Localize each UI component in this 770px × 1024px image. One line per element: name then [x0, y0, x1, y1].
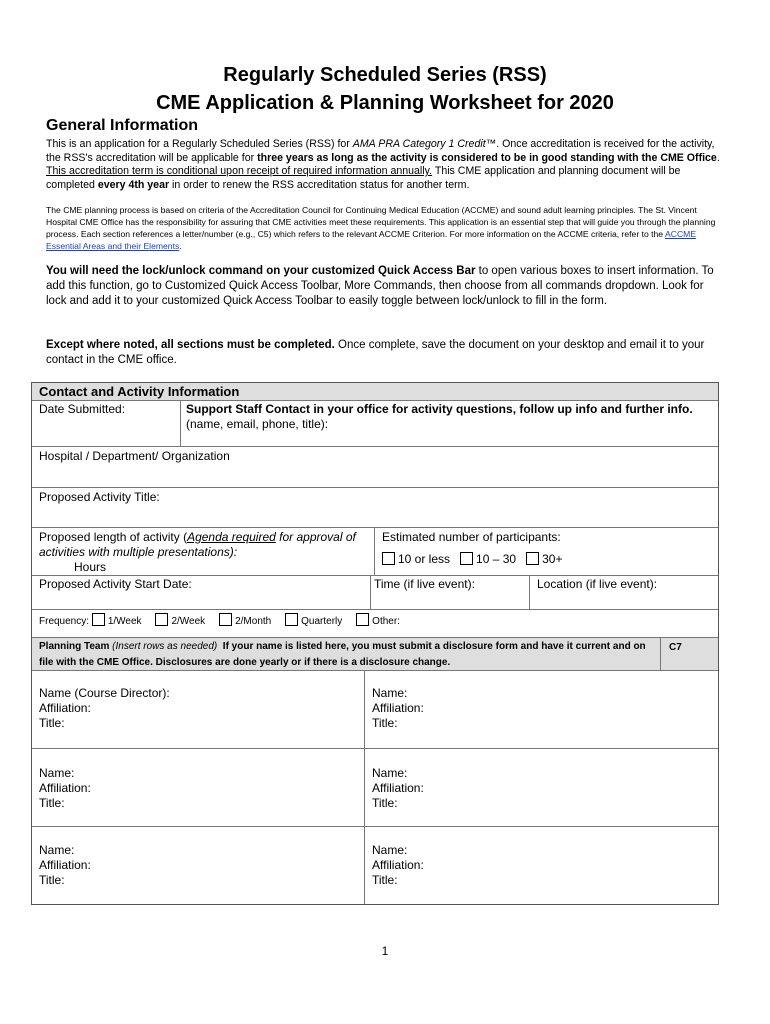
intro-paragraph-1: This is an application for a Regularly Scheduled Series (RSS) for AMA PRA Category 1 Credit™. Once accreditation is received for the activity, the RSS's accreditation will be applicable for three years as long as the activity is considered to be in good standing with the CME Office. This accreditation term is conditional upon receipt of required information annually. This CME application and planning document will be completed every 4th year in order to renew the RSS accreditation status for another term. [46, 138, 720, 191]
planner-block-4[interactable]: Name: Affiliation: Title: [39, 843, 91, 887]
intro-paragraph-2: The CME planning process is based on criteria of the Accreditation Council for Continuing Medical Education (ACCME) and sound adult learning principles. The St. Vincent Hospital CME Office has the responsibility for assuring that CME activities meet these requirements. This application is an essential step that will guide you through the planning process. Each section references a letter/number (e.g., C5) which refers to the relevant ACCME Criterion. For more information on the ACCME criteria, refer to the ACCME Essential Areas and their Elements. [46, 205, 716, 251]
contact-activity-form [31, 382, 719, 905]
intro-paragraph-4: Except where noted, all sections must be completed. Once complete, save the document on your desktop and email it to your contact in the CME office. [46, 339, 705, 366]
frequency-row: Frequency: 1/Week 2/Week 2/Month Quarterly Other: [39, 613, 400, 630]
course-director-block[interactable]: Name (Course Director): Affiliation: Title: [39, 686, 170, 730]
location-field[interactable]: Location (if live event): [537, 577, 658, 591]
document-subtitle: CME Application & Planning Worksheet for 2020 [156, 92, 614, 114]
criterion-c7: C7 [669, 642, 682, 653]
page-number: 1 [381, 944, 389, 958]
contact-section-title: Contact and Activity Information [39, 384, 240, 399]
frequency-2-week-checkbox[interactable]: 2/Week [155, 616, 205, 627]
planning-team-header: Planning Team (Insert rows as needed) If your name is listed here, you must submit a disclosure form and have it current and on file with the CME Office. Disclosures are done yearly or if there is a disclosure change. [39, 641, 646, 668]
hours-label: Hours [74, 560, 107, 574]
frequency-quarterly-checkbox[interactable]: Quarterly [285, 616, 342, 627]
start-date-field[interactable]: Proposed Activity Start Date: [39, 577, 192, 591]
accme-link[interactable]: ACCME Essential Areas and their Elements [46, 229, 697, 251]
document-title: Regularly Scheduled Series (RSS) [223, 64, 547, 86]
participants-options [382, 552, 562, 567]
activity-title-field[interactable]: Proposed Activity Title: [39, 490, 160, 504]
planner-block-3[interactable]: Name: Affiliation: Title: [372, 766, 424, 810]
planner-block-1[interactable]: Name: Affiliation: Title: [372, 686, 424, 730]
frequency-1-week-checkbox[interactable]: 1/Week [92, 616, 142, 627]
hospital-field[interactable]: Hospital / Department/ Organization [39, 449, 230, 463]
participants-10-or-less-checkbox[interactable]: 10 or less [382, 552, 450, 566]
support-staff-field[interactable]: Support Staff Contact in your office for activity questions, follow up info and further info. (name, email, phone, title): [186, 402, 693, 431]
time-field[interactable]: Time (if live event): [374, 577, 475, 591]
date-submitted-field[interactable]: Date Submitted: [39, 402, 126, 416]
frequency-other-checkbox[interactable]: Other: [356, 616, 400, 627]
participants-label: Estimated number of participants: [382, 530, 561, 544]
section-heading-general-info: General Information [46, 117, 199, 134]
planner-block-5[interactable]: Name: Affiliation: Title: [372, 843, 424, 887]
participants-30-plus-checkbox[interactable]: 30+ [526, 552, 562, 566]
intro-paragraph-3: You will need the lock/unlock command on your customized Quick Access Bar to open various boxes to insert information. To add this function, go to Customized Quick Access Toolbar, More Commands, then choose from all commands dropdown. Look for lock and add it to your customized Quick Access Toolbar to easily toggle between lock/unlock to fill in the form. [46, 265, 714, 307]
activity-length-field[interactable]: Proposed length of activity (Agenda required for approval of activities with multiple presentations): [39, 530, 356, 559]
frequency-2-month-checkbox[interactable]: 2/Month [219, 616, 271, 627]
participants-10-30-checkbox[interactable]: 10 – 30 [460, 552, 516, 566]
planner-block-2[interactable]: Name: Affiliation: Title: [39, 766, 91, 810]
